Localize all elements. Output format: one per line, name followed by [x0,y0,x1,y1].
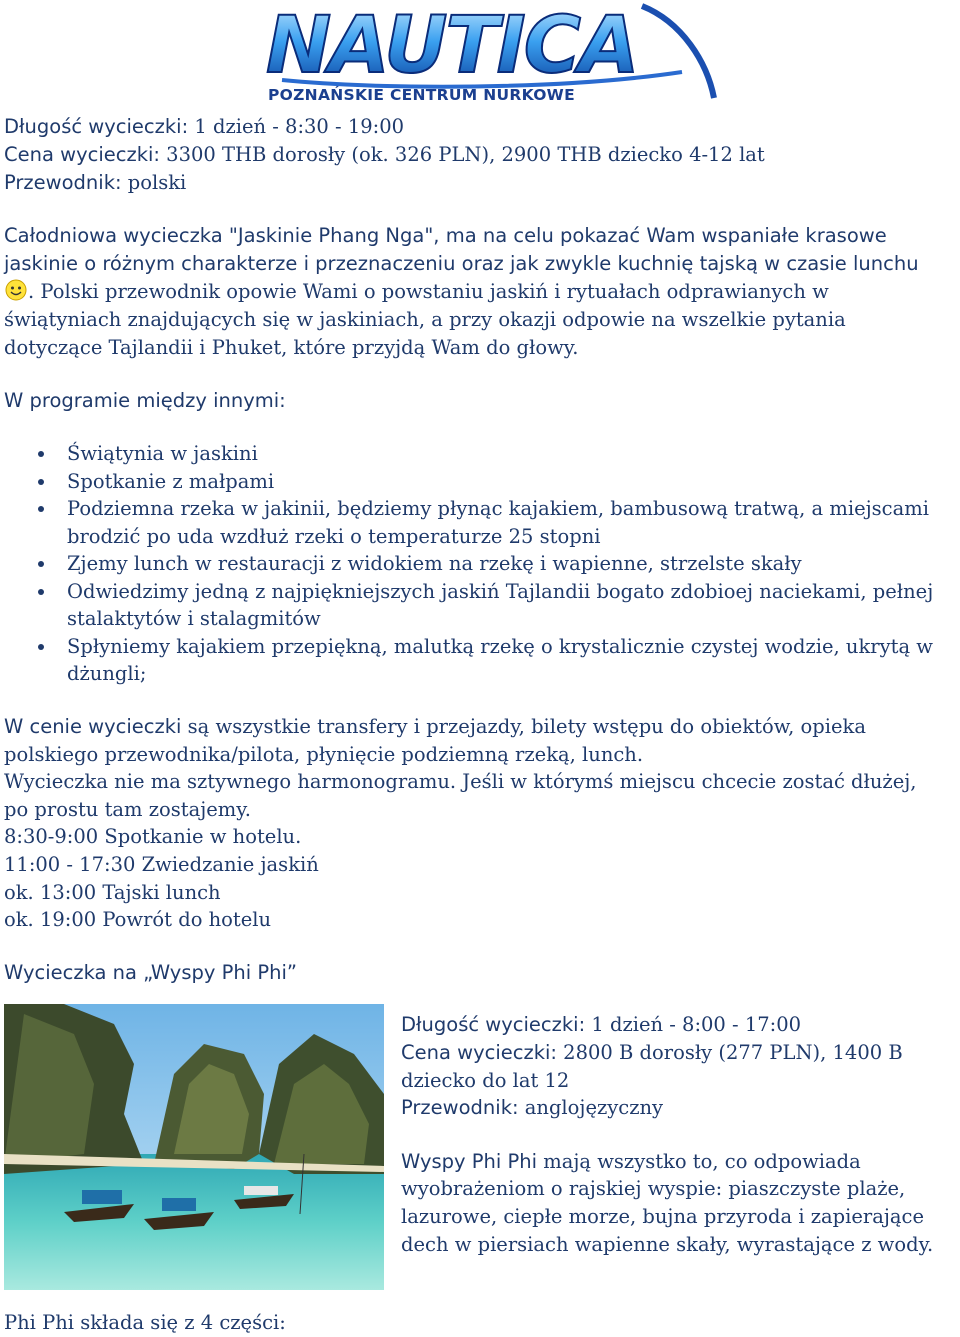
schedule-item: 8:30-9:00 Spotkanie w hotelu. [4,825,302,848]
trip1-guide [4,169,186,197]
price-label: Cena wycieczki: [4,143,160,166]
trip1-duration [4,113,404,141]
phi-phi-photo [4,1004,384,1290]
trip2-heading: Wycieczka na „Wyspy Phi Phi” [4,961,297,984]
price-label: Cena wycieczki: [401,1041,557,1064]
logo-graphic [262,2,718,104]
trip2-desc-line3: lazurowe, ciepłe morze, bujna przyroda i zapierające [401,1205,924,1228]
logo-subtitle: POZNAŃSKIE CENTRUM NURKOWE [268,86,575,104]
duration-value: 1 dzień - 8:00 - 17:00 [585,1013,802,1036]
duration-label: Długość wycieczki: [4,115,189,138]
trip1-price [4,141,765,169]
schedule-item: ok. 19:00 Powrót do hotelu [4,908,272,931]
list-item: Świątynia w jaskini [4,440,960,468]
duration-label: Długość wycieczki: [401,1013,586,1036]
trip1-desc-line2: jaskinie o różnym charakterze i przeznaczeniu oraz jak zwykle kuchnię tajską w czasie lunchu [4,252,919,275]
duration-value: 1 dzień - 8:30 - 19:00 [188,115,405,138]
trip2-parts-line: Phi Phi składa się z 4 części: [4,1311,286,1334]
guide-value: anglojęzyczny [518,1096,664,1119]
trip2-desc-line1: Wyspy Phi Phi mają wszystko to, co odpowiada [401,1150,861,1173]
schedule-item: ok. 13:00 Tajski lunch [4,881,221,904]
trip2-desc-line2: wyobrażeniom o rajskiej wyspie: piaszczyste plaże, [401,1177,906,1200]
desc-label: Wyspy Phi Phi [401,1150,538,1173]
trip1-desc-line1: Całodniowa wycieczka "Jaskinie Phang Nga", ma na celu pokazać Wam wspaniałe krasowe [4,224,887,247]
trip2-duration [401,1011,801,1039]
price-value: 3300 THB dorosły (ok. 326 PLN), 2900 THB dziecko 4-12 lat [159,143,765,166]
schedule-line1: Wycieczka nie ma sztywnego harmonogramu. Jeśli w którymś miejscu chcecie zostać dłużej, [4,770,917,793]
schedule-item: 11:00 - 17:30 Zwiedzanie jaskiń [4,853,319,876]
trip1-desc-line4: świątyniach znajdujących się w jaskiniach, a przy okazji odpowie na wszelkie pytania [4,308,846,331]
trip1-desc-line3: . Polski przewodnik opowie Wami o powstaniu jaskiń i rytuałach odprawianych w [28,280,829,303]
price-incl-line1: W cenie wycieczki są wszystkie transfery i przejazdy, bilety wstępu do obiektów, opieka [4,715,866,738]
list-item: Spotkanie z małpami [4,468,960,496]
trip2-price [401,1039,903,1067]
guide-label: Przewodnik: [4,171,122,194]
list-item: Odwiedzimy jedną z najpiękniejszych jaskiń Tajlandii bogato zdobioej naciekami, pełnej stalaktytów i stalagmitów [4,578,960,633]
trip2-price-line2: dziecko do lat 12 [401,1069,570,1092]
logo-brand-text: NAUTICA [266,2,638,91]
list-item: Podziemna rzeka w jakinii, będziemy płynąc kajakiem, bambusową tratwą, a miejscami brodzić po uda wzdłuż rzeki o temperaturze 25 stopni [4,495,960,550]
trip1-desc-line5: dotyczące Tajlandii i Phuket, które przyjdą Wam do głowy. [4,336,579,359]
price-incl-line2: polskiego przewodnika/pilota, płynięcie podziemną rzeką, lunch. [4,743,644,766]
guide-label: Przewodnik: [401,1096,519,1119]
list-item: Zjemy lunch w restauracji z widokiem na rzekę i wapienne, strzelste skały [4,550,960,578]
list-item: Spłyniemy kajakiem przepiękną, malutką rzekę o krystalicznie czystej wodzie, ukrytą w dżungli; [4,633,960,688]
schedule-line2: po prostu tam zostajemy. [4,798,251,821]
program-heading: W programie między innymi: [4,389,286,412]
price-value: 2800 B dorosły (277 PLN), 1400 B [556,1041,903,1064]
guide-value: polski [121,171,187,194]
trip2-desc-line4: dech w piersiach wapienne skały, wyrastające z wody. [401,1233,934,1256]
price-incl-label: W cenie wycieczki [4,715,182,738]
smiley-icon [4,279,28,301]
nautica-logo [262,2,718,104]
program-list [4,440,960,688]
trip1-desc-line3-wrap [4,278,829,306]
trip2-guide [401,1094,663,1122]
